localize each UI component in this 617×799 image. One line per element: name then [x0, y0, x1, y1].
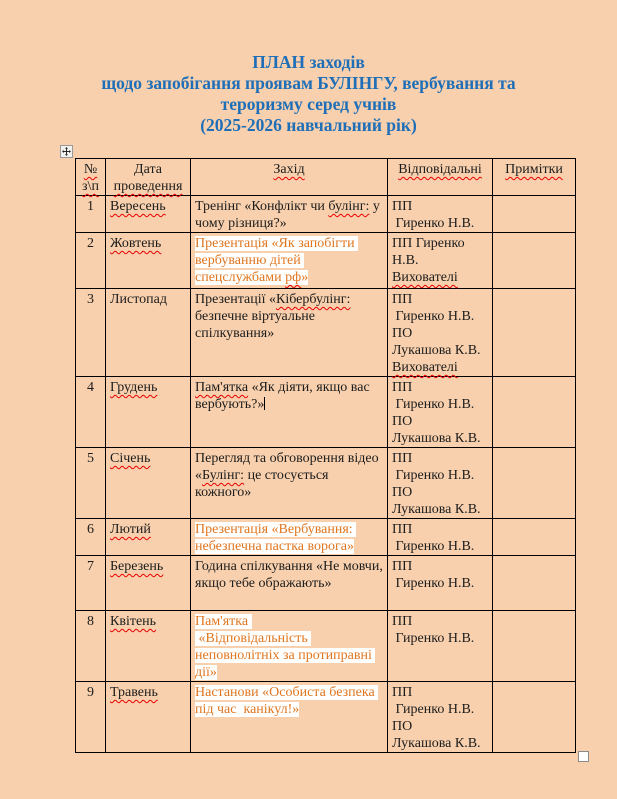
text-run: Відповідальні	[398, 162, 482, 177]
paragraph	[80, 161, 101, 178]
text-run: Булінг:	[202, 468, 245, 483]
paragraph	[80, 178, 101, 195]
paragraph	[392, 325, 488, 342]
cell-notes[interactable]	[493, 196, 576, 233]
title-line[interactable]: щодо запобігання проявам БУЛІНГУ, вербування та	[101, 73, 516, 93]
cell-responsible[interactable]	[388, 448, 493, 519]
paragraph	[80, 198, 101, 215]
cell-responsible[interactable]	[388, 196, 493, 233]
table-row	[76, 289, 576, 377]
paragraph	[110, 521, 186, 538]
cell-activity[interactable]	[191, 611, 388, 682]
text-run: Березень	[110, 559, 164, 574]
paragraph	[392, 575, 488, 592]
cell-notes[interactable]	[493, 233, 576, 289]
text-run: Гиренко Н.В.	[392, 309, 475, 324]
paragraph	[195, 291, 383, 342]
header-date[interactable]	[106, 159, 191, 196]
cell-activity[interactable]	[191, 289, 388, 377]
text-run: 7	[87, 559, 94, 574]
paragraph	[110, 379, 186, 396]
paragraph	[392, 396, 488, 413]
text-run: Травень	[110, 685, 158, 700]
cell-notes[interactable]	[493, 519, 576, 556]
cell-date[interactable]	[106, 611, 191, 682]
cell-activity[interactable]	[191, 196, 388, 233]
paragraph	[80, 521, 101, 538]
text-run: це стосується кожного»	[195, 468, 332, 500]
paragraph	[195, 450, 383, 501]
paragraph	[392, 521, 488, 538]
cell-activity[interactable]	[191, 556, 388, 611]
text-run: Лукашова К.В.	[392, 736, 481, 751]
cell-activity[interactable]	[191, 377, 388, 448]
cell-notes[interactable]	[493, 556, 576, 611]
cell-notes[interactable]	[493, 289, 576, 377]
paragraph	[80, 684, 101, 701]
paragraph	[392, 430, 488, 447]
paragraph	[110, 198, 186, 215]
text-run: Жовтень	[110, 236, 162, 251]
paragraph	[195, 613, 383, 630]
cell-notes[interactable]	[493, 682, 576, 753]
paragraph	[392, 342, 488, 359]
plan-table-container	[75, 158, 575, 753]
paragraph	[195, 235, 383, 286]
text-run: Вихователі	[392, 360, 458, 375]
text-run: ПО	[392, 326, 413, 341]
text-run: Листопад	[110, 292, 167, 307]
text-run: ПП	[392, 380, 413, 395]
text-run: ПП	[392, 685, 413, 700]
cell-num[interactable]	[76, 448, 106, 519]
text-run: 1	[87, 199, 94, 214]
paragraph	[195, 198, 383, 232]
cell-responsible[interactable]	[388, 682, 493, 753]
text-run: 6	[87, 522, 94, 537]
paragraph	[392, 161, 488, 178]
text-run: Гиренко Н.В.	[392, 397, 475, 412]
paragraph	[195, 161, 383, 178]
text-run: ПО	[392, 414, 413, 429]
paragraph	[392, 684, 488, 701]
title-line[interactable]: тероризму серед учнів	[220, 94, 397, 114]
paragraph	[195, 379, 383, 413]
paragraph	[392, 379, 488, 396]
table-row	[76, 377, 576, 448]
paragraph	[497, 161, 571, 178]
cell-notes[interactable]	[493, 448, 576, 519]
cell-responsible[interactable]	[388, 233, 493, 289]
text-run: Презентація «Вербування: небезпечна пастка ворога»	[195, 522, 357, 554]
text-run: Гиренко Н.В.	[392, 702, 475, 717]
text-run: ПП	[392, 559, 413, 574]
table-move-handle[interactable]	[60, 145, 73, 158]
cell-date[interactable]	[106, 377, 191, 448]
text-run: Кібербулінг:	[276, 292, 351, 307]
text-run: 8	[87, 614, 94, 629]
text-run: Лукашова К.В.	[392, 343, 481, 358]
text-run: 4	[87, 380, 94, 395]
paragraph	[110, 291, 186, 308]
text-run: №	[83, 162, 98, 177]
text-run: Вихователі	[392, 270, 458, 285]
paragraph	[195, 521, 383, 555]
text-run: Лукашова К.В.	[392, 502, 481, 517]
header-activity[interactable]	[191, 159, 388, 196]
paragraph	[392, 718, 488, 735]
cell-date[interactable]	[106, 448, 191, 519]
text-run: »	[301, 270, 309, 285]
paragraph	[392, 450, 488, 467]
text-run: «Як діяти, якщо вас вербують?»	[195, 380, 374, 412]
paragraph	[392, 735, 488, 752]
table-row	[76, 448, 576, 519]
paragraph	[110, 178, 186, 195]
cell-notes[interactable]	[493, 611, 576, 682]
cell-activity[interactable]	[191, 519, 388, 556]
text-run: Гиренко Н.В.	[392, 539, 475, 554]
cell-activity[interactable]	[191, 682, 388, 753]
text-run: безпечне віртуальне спілкування»	[195, 292, 354, 341]
paragraph	[110, 613, 186, 630]
header-num[interactable]	[76, 159, 106, 196]
text-run: булінг:	[328, 199, 370, 214]
text-run: Лютий	[110, 522, 151, 537]
text-run: 3	[87, 292, 94, 307]
paragraph	[392, 235, 488, 252]
paragraph	[195, 630, 383, 681]
text-run: Гиренко Н.В.	[392, 216, 475, 231]
text-run: Тренінг «Конфлікт чи	[195, 199, 329, 214]
text-run: Перегляд та обговорення відео «	[195, 451, 383, 483]
table-row	[76, 196, 576, 233]
cell-date[interactable]	[106, 556, 191, 611]
text-run: Гиренко Н.В.	[392, 576, 475, 591]
text-run: Пам'ятка	[195, 614, 252, 629]
paragraph	[392, 413, 488, 430]
text-run: з\п	[82, 179, 99, 194]
cell-activity[interactable]	[191, 233, 388, 289]
text-run: рф	[285, 270, 302, 285]
plan-table	[75, 158, 576, 753]
text-run: Гиренко Н.В.	[392, 468, 475, 483]
cell-date[interactable]	[106, 196, 191, 233]
text-run: Захід	[273, 162, 305, 177]
paragraph	[110, 450, 186, 467]
header-responsible[interactable]	[388, 159, 493, 196]
text-run: Січень	[110, 451, 151, 466]
text-run: Дата	[134, 162, 162, 177]
cell-num[interactable]	[76, 377, 106, 448]
text-cursor	[264, 397, 265, 410]
paragraph	[80, 235, 101, 252]
paragraph	[392, 701, 488, 718]
paragraph	[392, 538, 488, 555]
table-resize-handle[interactable]	[578, 751, 589, 762]
text-run: ПП	[392, 451, 413, 466]
cell-responsible[interactable]	[388, 289, 493, 377]
paragraph	[392, 359, 488, 376]
paragraph	[195, 684, 383, 718]
cell-date[interactable]	[106, 233, 191, 289]
paragraph	[80, 291, 101, 308]
text-run: Вересень	[110, 199, 166, 214]
cell-num[interactable]	[76, 233, 106, 289]
paragraph	[392, 291, 488, 308]
text-run: ПП Гиренко	[392, 236, 465, 251]
cell-date[interactable]	[106, 519, 191, 556]
table-row	[76, 556, 576, 611]
move-cross-icon	[62, 143, 71, 161]
table-row	[76, 611, 576, 682]
text-run: Пам'ятка	[195, 380, 249, 395]
table-row	[76, 682, 576, 753]
text-run: у чому різниця?»	[195, 199, 384, 231]
paragraph	[392, 215, 488, 232]
text-run: Примітки	[505, 162, 563, 177]
paragraph	[392, 558, 488, 575]
paragraph	[392, 630, 488, 647]
text-run: 2	[87, 236, 94, 251]
cell-num[interactable]	[76, 519, 106, 556]
paragraph	[80, 379, 101, 396]
text-run: 5	[87, 451, 94, 466]
text-run: Лукашова К.В.	[392, 431, 481, 446]
paragraph	[392, 484, 488, 501]
table-row	[76, 233, 576, 289]
cell-date[interactable]	[106, 682, 191, 753]
table-row	[76, 519, 576, 556]
header-notes[interactable]	[493, 159, 576, 196]
paragraph	[110, 684, 186, 701]
cell-activity[interactable]	[191, 448, 388, 519]
paragraph	[110, 235, 186, 252]
text-run: ПП	[392, 614, 413, 629]
paragraph	[110, 161, 186, 178]
text-run: Грудень	[110, 380, 158, 395]
text-run: ПП	[392, 199, 413, 214]
text-run: «Відповідальність неповнолітніх за протиправні дії»	[195, 631, 376, 680]
document-title	[0, 0, 617, 136]
paragraph	[80, 613, 101, 630]
text-run: Презентація «Як запобігти вербуванню дітей спецслужбами	[195, 236, 359, 285]
text-run: Квітень	[110, 614, 157, 629]
text-run: Презентації «	[195, 292, 277, 307]
paragraph	[110, 558, 186, 575]
cell-responsible[interactable]	[388, 377, 493, 448]
cell-responsible[interactable]	[388, 611, 493, 682]
text-run: Н.В.	[392, 253, 419, 268]
text-run: Година спілкування «Не мовчи, якщо тебе ображають»	[195, 559, 387, 591]
paragraph	[392, 252, 488, 269]
paragraph	[80, 450, 101, 467]
cell-num[interactable]	[76, 196, 106, 233]
text-run: 9	[87, 685, 94, 700]
cell-num[interactable]	[76, 611, 106, 682]
paragraph	[392, 501, 488, 518]
cell-responsible[interactable]	[388, 519, 493, 556]
text-run: Гиренко Н.В.	[392, 631, 475, 646]
cell-num[interactable]	[76, 682, 106, 753]
cell-num[interactable]	[76, 289, 106, 377]
paragraph	[392, 269, 488, 286]
paragraph	[80, 558, 101, 575]
cell-date[interactable]	[106, 289, 191, 377]
text-run: ПО	[392, 719, 413, 734]
text-run: ПП	[392, 292, 413, 307]
paragraph	[392, 467, 488, 484]
cell-responsible[interactable]	[388, 556, 493, 611]
paragraph	[392, 198, 488, 215]
title-line[interactable]: ПЛАН заходів	[252, 52, 365, 72]
text-run: ПО	[392, 485, 413, 500]
title-line[interactable]: (2025-2026 навчальний рік)	[200, 115, 417, 135]
text-run: Настанови «Особиста безпека під час канікул!»	[195, 685, 379, 717]
paragraph	[392, 308, 488, 325]
cell-num[interactable]	[76, 556, 106, 611]
paragraph	[195, 558, 387, 592]
cell-notes[interactable]	[493, 377, 576, 448]
text-run: ПП	[392, 522, 413, 537]
table-header-row	[76, 159, 576, 196]
paragraph	[392, 613, 488, 630]
text-run: проведення	[113, 179, 183, 194]
